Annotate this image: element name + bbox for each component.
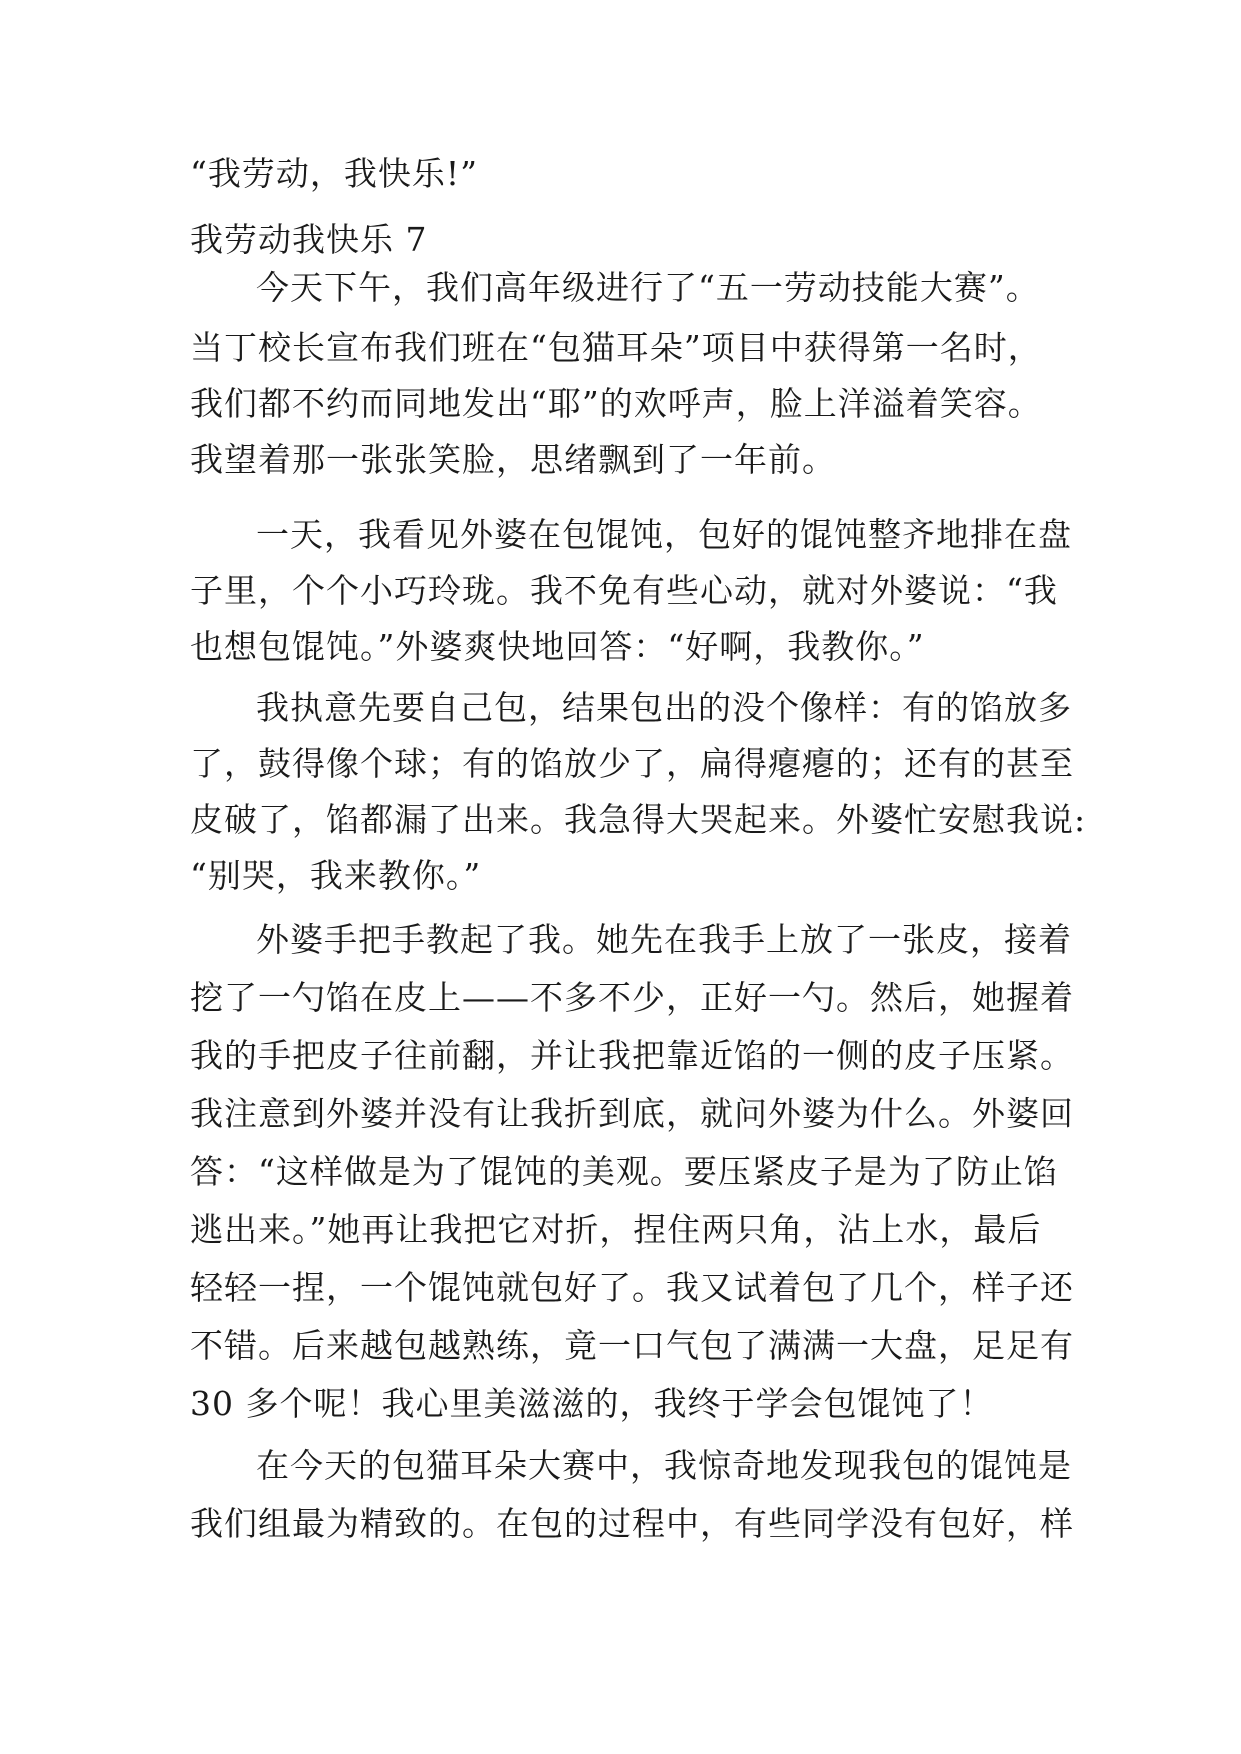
paragraph-line: 子里，个个小巧玲珑。我不免有些心动，就对外婆说：“我 [190, 571, 1058, 610]
paragraph-line: 今天下午，我们高年级进行了“五一劳动技能大赛”。 [256, 268, 1040, 307]
paragraph-line: 逃出来。”她再让我把它对折，捏住两只角，沾上水，最后 [190, 1210, 1042, 1249]
paragraph-line: 答：“这样做是为了馄饨的美观。要压紧皮子是为了防止馅 [190, 1152, 1058, 1191]
paragraph-line: 我望着那一张张笑脸，思绪飘到了一年前。 [190, 440, 836, 479]
paragraph-line: 我的手把皮子往前翻，并让我把靠近馅的一侧的皮子压紧。 [190, 1036, 1074, 1075]
paragraph-line: 在今天的包猫耳朵大赛中，我惊奇地发现我包的馄饨是 [256, 1446, 1072, 1485]
paragraph-line: 我们组最为精致的。在包的过程中，有些同学没有包好，样 [190, 1504, 1074, 1543]
paragraph-line: 也想包馄饨。”外婆爽快地回答：“好啊，我教你。” [190, 627, 925, 666]
paragraph-line: 外婆手把手教起了我。她先在我手上放了一张皮，接着 [256, 920, 1072, 959]
paragraph-line: 轻轻一捏，一个馄饨就包好了。我又试着包了几个，样子还 [190, 1268, 1074, 1307]
paragraph-line: “别哭，我来教你。” [190, 856, 482, 895]
paragraph-line: 不错。后来越包越熟练，竟一口气包了满满一大盘，足足有 [190, 1326, 1074, 1365]
paragraph-line: 一天，我看见外婆在包馄饨，包好的馄饨整齐地排在盘 [256, 515, 1072, 554]
section-title: 我劳动我快乐 7 [190, 220, 428, 259]
paragraph-line: 我注意到外婆并没有让我折到底，就问外婆为什么。外婆回 [190, 1094, 1074, 1133]
paragraph-line: 皮破了，馅都漏了出来。我急得大哭起来。外婆忙安慰我说: [190, 800, 1087, 839]
paragraph-line: 我执意先要自己包，结果包出的没个像样：有的馅放多 [256, 688, 1072, 727]
quote-line: “我劳动，我快乐!” [190, 154, 479, 193]
paragraph-line: 当丁校长宣布我们班在“包猫耳朵”项目中获得第一名时， [190, 328, 1042, 367]
paragraph-line: 30 多个呢！我心里美滋滋的，我终于学会包馄饨了！ [190, 1384, 994, 1423]
paragraph-line: 挖了一勺馅在皮上——不多不少，正好一勺。然后，她握着 [190, 978, 1074, 1017]
paragraph-line: 了，鼓得像个球；有的馅放少了，扁得瘪瘪的；还有的甚至 [190, 744, 1074, 783]
paragraph-line: 我们都不约而同地发出“耶”的欢呼声，脸上洋溢着笑容。 [190, 384, 1042, 423]
